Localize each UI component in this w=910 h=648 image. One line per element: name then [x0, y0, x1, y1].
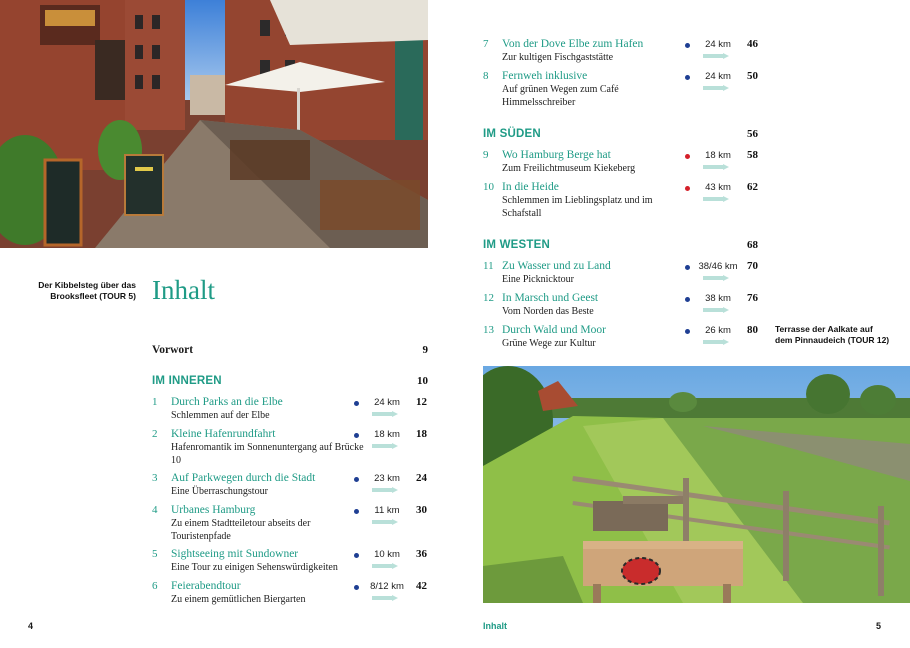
caption-line: Terrasse der Aalkate auf — [775, 324, 873, 334]
section-heading-im-inneren[interactable]: IM INNEREN — [152, 375, 222, 387]
difficulty-dot-icon — [354, 585, 359, 590]
section-page: 56 — [747, 128, 758, 140]
difficulty-dot-icon — [354, 433, 359, 438]
caption-line: Brooksfleet (TOUR 5) — [50, 291, 136, 301]
tour-distance: 10 km — [374, 549, 400, 560]
tour-distance: 43 km — [705, 182, 731, 193]
tour-description: Zu einem gemütlichen Biergarten — [171, 594, 306, 605]
difficulty-dot-icon — [685, 265, 690, 270]
vorwort-entry[interactable] — [152, 344, 428, 360]
tour-distance: 24 km — [705, 71, 731, 82]
tour-name: Feierabendtour — [171, 580, 241, 592]
difficulty-dot-icon — [354, 553, 359, 558]
tour-number: 3 — [152, 472, 158, 484]
photo-aalkate-terrace — [483, 366, 910, 603]
tour-distance: 24 km — [374, 397, 400, 408]
footer-label: Inhalt — [483, 621, 507, 631]
tour-page: 18 — [416, 428, 427, 440]
left-photo-caption — [10, 280, 136, 302]
tour-number: 6 — [152, 580, 158, 592]
tour-name: Urbanes Hamburg — [171, 504, 256, 516]
arrow-right-icon — [372, 519, 398, 525]
tour-description: Eine Überraschungstour — [171, 486, 268, 497]
vorwort-page: 9 — [422, 344, 428, 356]
arrow-right-icon — [703, 339, 729, 345]
tour-number: 10 — [483, 181, 494, 193]
photo-kibbelsteg — [0, 0, 428, 248]
tour-page: 70 — [747, 260, 758, 272]
difficulty-dot-icon — [354, 509, 359, 514]
tour-name: Auf Parkwegen durch die Stadt — [171, 472, 316, 484]
toc-title: Inhalt — [152, 275, 215, 305]
difficulty-dot-icon — [354, 401, 359, 406]
page-number-left: 4 — [28, 621, 34, 631]
tour-page: 76 — [747, 292, 758, 304]
section-page: 68 — [747, 239, 758, 251]
tour-number: 2 — [152, 428, 158, 440]
right-photo-caption — [775, 324, 905, 346]
tour-description: Hafenromantik im Sonnenuntergang auf Brücke 10 — [171, 442, 364, 466]
tour-distance: 23 km — [374, 473, 400, 484]
tour-name: Von der Dove Elbe zum Hafen — [502, 38, 644, 50]
tour-name: Zu Wasser und zu Land — [502, 260, 611, 272]
arrow-right-icon — [703, 275, 729, 281]
tour-description: Zu einem Stadtteiletour abseits der Touristenpfade — [171, 518, 311, 542]
tour-name: Kleine Hafenrundfahrt — [171, 428, 276, 440]
tour-name: Fernweh inklusive — [502, 70, 588, 82]
tour-name: Durch Parks an die Elbe — [171, 396, 283, 408]
arrow-right-icon — [703, 196, 729, 202]
tour-distance: 26 km — [705, 325, 731, 336]
tour-number: 7 — [483, 38, 489, 50]
caption-line: Der Kibbelsteg über das — [38, 280, 136, 290]
tour-page: 62 — [747, 181, 758, 193]
tour-distance: 18 km — [705, 150, 731, 161]
tour-description: Vom Norden das Beste — [502, 306, 594, 317]
section-heading-im-sueden[interactable]: IM SÜDEN — [483, 128, 541, 140]
tour-page: 12 — [416, 396, 427, 408]
arrow-right-icon — [703, 53, 729, 59]
tour-page: 58 — [747, 149, 758, 161]
caption-line: dem Pinnaudeich (TOUR 12) — [775, 335, 890, 345]
tour-name: Durch Wald und Moor — [502, 324, 606, 336]
tour-distance: 18 km — [374, 429, 400, 440]
tour-page: 42 — [416, 580, 427, 592]
tour-distance: 24 km — [705, 39, 731, 50]
tour-page: 80 — [747, 324, 758, 336]
tour-description: Zur kultigen Fischgaststätte — [502, 52, 614, 63]
difficulty-dot-icon — [685, 43, 690, 48]
difficulty-dot-icon — [685, 329, 690, 334]
tour-page: 24 — [416, 472, 427, 484]
tour-number: 8 — [483, 70, 489, 82]
arrow-right-icon — [703, 164, 729, 170]
arrow-right-icon — [372, 487, 398, 493]
tour-description: Auf grünen Wegen zum Café Himmelsschreiber — [502, 84, 619, 108]
tour-page: 30 — [416, 504, 427, 516]
tour-description: Zum Freilichtmuseum Kiekeberg — [502, 163, 636, 174]
tour-description: Eine Picknicktour — [502, 274, 574, 285]
tour-number: 9 — [483, 149, 489, 161]
page-number-right: 5 — [876, 621, 882, 631]
tour-number: 5 — [152, 548, 158, 560]
tour-name: Sightseeing mit Sundowner — [171, 548, 299, 560]
arrow-right-icon — [372, 563, 398, 569]
vorwort-label: Vorwort — [152, 344, 194, 356]
arrow-right-icon — [372, 595, 398, 601]
difficulty-dot-icon — [685, 75, 690, 80]
tour-number: 13 — [483, 324, 494, 336]
section-heading-im-westen[interactable]: IM WESTEN — [483, 239, 550, 251]
tour-number: 11 — [483, 260, 494, 272]
difficulty-dot-icon — [685, 154, 690, 159]
section-page: 10 — [417, 375, 428, 387]
difficulty-dot-icon — [685, 186, 690, 191]
tour-distance: 11 km — [374, 505, 400, 516]
arrow-right-icon — [372, 443, 398, 449]
tour-distance: 8/12 km — [370, 581, 404, 592]
tour-number: 12 — [483, 292, 494, 304]
tour-distance: 38/46 km — [698, 261, 738, 272]
tour-number: 1 — [152, 396, 158, 408]
tour-name: In die Heide — [502, 181, 559, 193]
tour-page: 36 — [416, 548, 427, 560]
tour-page: 46 — [747, 38, 758, 50]
arrow-right-icon — [703, 307, 729, 313]
tour-page: 50 — [747, 70, 758, 82]
tour-description: Grüne Wege zur Kultur — [502, 338, 596, 349]
tour-name: Wo Hamburg Berge hat — [502, 149, 611, 161]
difficulty-dot-icon — [354, 477, 359, 482]
tour-description: Eine Tour zu einigen Sehenswürdigkeiten — [171, 562, 338, 573]
arrow-right-icon — [372, 411, 398, 417]
difficulty-dot-icon — [685, 297, 690, 302]
tour-distance: 38 km — [705, 293, 731, 304]
tour-number: 4 — [152, 504, 158, 516]
tour-description: Schlemmen auf der Elbe — [171, 410, 270, 421]
arrow-right-icon — [703, 85, 729, 91]
tour-description: Schlemmen im Lieblingsplatz und im Schafstall — [502, 195, 653, 219]
tour-name: In Marsch und Geest — [502, 292, 599, 304]
